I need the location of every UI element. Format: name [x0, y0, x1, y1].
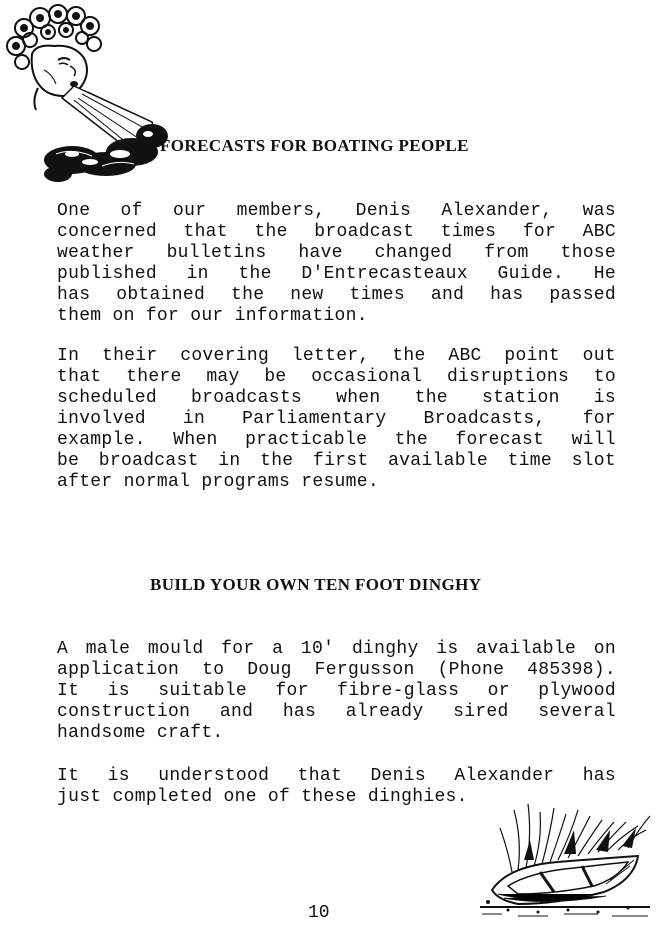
dinghy-paragraph-1 [57, 639, 616, 744]
text-line: One of our members, Denis Alexander, was [57, 201, 616, 221]
text-line: construction and has already sired several [57, 702, 616, 722]
text-line: example. When practicable the forecast will [57, 430, 616, 450]
text-line: weather bulletins have changed from those [57, 243, 616, 263]
page-number: 10 [308, 903, 330, 923]
text-line: that there may be occasional disruptions to [57, 367, 616, 387]
text-line: published in the D'Entrecasteaux Guide. He [57, 264, 616, 284]
text-line: handsome craft. [57, 723, 224, 743]
text-line: application to Doug Fergusson (Phone 485398). [57, 660, 616, 680]
text-line: has obtained the new times and has passed [57, 285, 616, 305]
text-line: after normal programs resume. [57, 472, 379, 492]
text-line: involved in Parliamentary Broadcasts, for [57, 409, 616, 429]
text-line: concerned that the broadcast times for ABC [57, 222, 616, 242]
forecasts-heading: FORECASTS FOR BOATING PEOPLE [160, 136, 469, 155]
dinghy-in-reeds-illustration [478, 800, 654, 918]
text-line: them on for our information. [57, 306, 368, 326]
text-line: It is understood that Denis Alexander has [57, 766, 616, 786]
text-line: In their covering letter, the ABC point out [57, 346, 616, 366]
text-line: It is suitable for fibre-glass or plywood [57, 681, 616, 701]
text-line: be broadcast in the first available time slot [57, 451, 616, 471]
dinghy-heading: BUILD YOUR OWN TEN FOOT DINGHY [150, 575, 482, 594]
text-line: A male mould for a 10' dinghy is available on [57, 639, 616, 659]
forecasts-paragraph-1 [57, 201, 616, 327]
wind-face-illustration [2, 4, 174, 186]
forecasts-paragraph-2 [57, 346, 616, 493]
text-line: just completed one of these dinghies. [57, 787, 468, 807]
text-line: scheduled broadcasts when the station is [57, 388, 616, 408]
